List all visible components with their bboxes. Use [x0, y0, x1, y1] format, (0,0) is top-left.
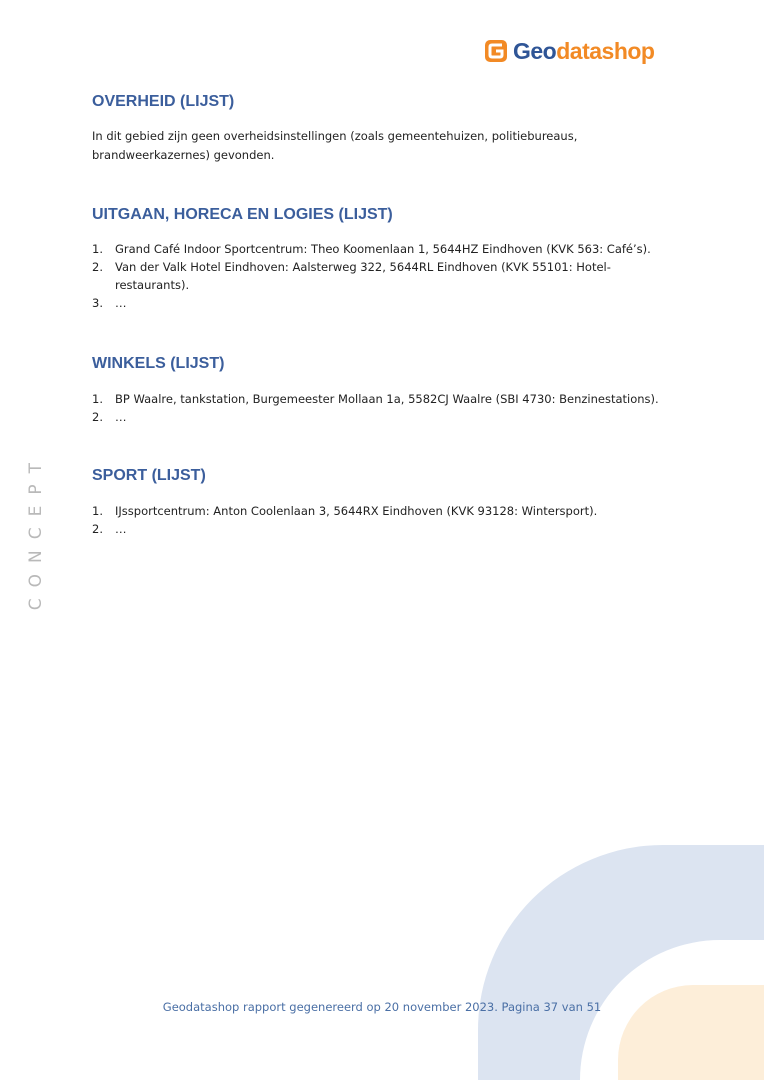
section-title-overheid: OVERHEID (LIJST) — [92, 93, 235, 110]
list-winkels — [92, 390, 672, 426]
section-title-winkels: WINKELS (LIJST) — [92, 355, 225, 372]
list-item: 1. BP Waalre, tankstation, Burgemeester Mollaan 1a, 5582CJ Waalre (SBI 4730: Benzinestations). — [92, 392, 659, 406]
page-footer: Geodatashop rapport gegenereerd op 20 november 2023. Pagina 37 van 51 — [162, 1000, 602, 1014]
section-title-sport: SPORT (LIJST) — [92, 467, 206, 484]
list-item: 2. … — [92, 410, 127, 424]
list-item: 3. … — [92, 296, 127, 310]
concept-watermark: CONCEPT — [26, 452, 46, 611]
geodatashop-logo — [484, 33, 654, 69]
geodatashop-logo-icon — [484, 39, 508, 63]
list-item: 1. Grand Café Indoor Sportcentrum: Theo Koomenlaan 1, 5644HZ Eindhoven (KVK 563: Café’s). — [92, 242, 651, 256]
logo-text-shop: shop — [601, 37, 655, 64]
list-sport — [92, 502, 672, 538]
list-item: 2. Van der Valk Hotel Eindhoven: Aalsterweg 322, 5644RL Eindhoven (KVK 55101: Hotel-restaurants). — [92, 260, 611, 292]
list-uitgaan — [92, 240, 672, 312]
logo-text-geo: Geo — [513, 37, 557, 64]
section-body-overheid: In dit gebied zijn geen overheidsinstellingen (zoals gemeentehuizen, politiebureaus, brandweerkazernes) gevonden. — [92, 129, 578, 162]
logo-text-data: data — [556, 37, 602, 64]
list-item: 1. IJssportcentrum: Anton Coolenlaan 3, 5644RX Eindhoven (KVK 93128: Wintersport). — [92, 504, 598, 518]
list-item: 2. … — [92, 522, 127, 536]
section-title-uitgaan: UITGAAN, HORECA EN LOGIES (LIJST) — [92, 206, 393, 223]
